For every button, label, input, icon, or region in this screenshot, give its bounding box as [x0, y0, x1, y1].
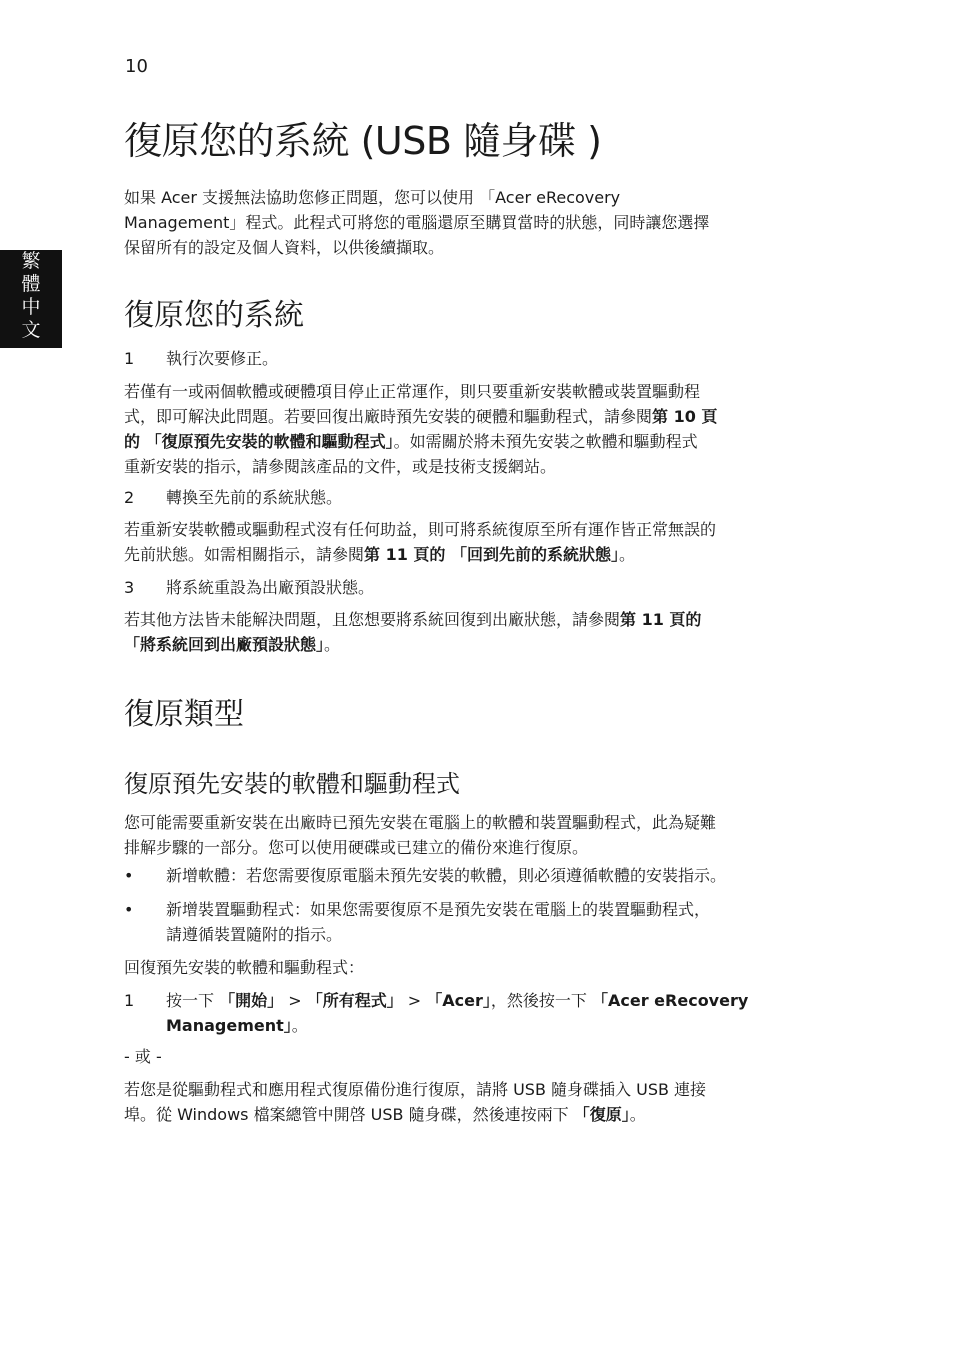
side-tab-char: 體: [21, 273, 41, 295]
text-line: 若僅有一或兩個軟體或硬體項目停止正常運作，則只要重新安裝軟體或裝置驅動程: [124, 382, 701, 401]
subsection-heading: 復原預先安裝的軟體和驅動程式: [124, 770, 460, 798]
text-line: 若重新安裝軟體或驅動程式沒有任何助益，則可將系統復原至所有運作皆正常無誤的: [124, 520, 717, 539]
text-run: 式，即可解決此問題。若要回復出廠時預先安裝的硬體和驅動程式，請參閱: [124, 407, 653, 426]
text-line: [166, 1013, 748, 1038]
menu-all-programs: 「所有程式」: [306, 991, 403, 1010]
text-line: [124, 1102, 812, 1127]
text-run: 。: [629, 1105, 646, 1124]
text-line: 請遵循裝置隨附的指示。: [166, 925, 343, 944]
page-reference: 第 11 頁的: [620, 610, 702, 629]
text-line: [124, 607, 812, 632]
bullet-symbol: •: [124, 866, 134, 885]
section-reference: 的 「復原預先安裝的軟體和驅動程式」: [124, 432, 394, 451]
section-reference: 第 11 頁的 「回到先前的系統狀態」: [364, 545, 619, 564]
text-line: - 或 -: [124, 1047, 162, 1066]
text-line: 新增裝置驅動程式：如果您需要復原不是預先安裝在電腦上的裝置驅動程式，: [166, 900, 711, 919]
page-reference: 第 10 頁: [652, 407, 718, 426]
text-run: 。如需關於將未預先安裝之軟體和驅動程式: [393, 432, 698, 451]
text-run: 按一下: [166, 991, 220, 1010]
text-run: ，然後按一下: [490, 991, 592, 1010]
step-number: 3: [124, 578, 135, 597]
text-run: 若其他方法皆未能解決問題，且您想要將系統回復到出廠狀態，請參閱: [124, 610, 621, 629]
text-line: 重新安裝的指示，請參閱該產品的文件，或是技術支援網站。: [124, 457, 557, 476]
bullet-text: [166, 897, 710, 947]
section-heading-restore-system: 復原您的系統: [124, 298, 304, 333]
section-reference: 「將系統回到出廠預設狀態」: [124, 635, 325, 654]
step-1-paragraph: [124, 379, 812, 479]
step-number: 1: [124, 991, 135, 1010]
text-run: 先前狀態。如需相關指示，請參閱: [124, 545, 365, 564]
menu-start: 「開始」: [219, 991, 284, 1010]
section-heading-recovery-types: 復原類型: [124, 697, 244, 732]
menu-erecovery-cont: Management」: [166, 1016, 292, 1035]
page-number: 10: [125, 56, 148, 77]
side-tab-char: 中: [21, 296, 41, 318]
menu-acer: 「Acer」: [426, 991, 491, 1010]
text-line: 如果 Acer 支援無法協助您修正問題，您可以使用 「Acer eRecovery: [124, 188, 621, 207]
text-run: >: [402, 991, 427, 1010]
final-paragraph: [124, 1077, 812, 1127]
text-line: [124, 632, 812, 657]
text-run: 埠。從 Windows 檔案總管中開啓 USB 隨身碟，然後連按兩下: [124, 1105, 574, 1124]
step-2-paragraph: [124, 517, 812, 567]
text-line: 您可能需要重新安裝在出廠時已預先安裝在電腦上的軟體和裝置驅動程式，此為疑難: [124, 813, 717, 832]
bullet-text: 新增軟體：若您需要復原電腦未預先安裝的軟體，則必須遵循軟體的安裝指示。: [166, 866, 727, 885]
text-line: 若您是從驅動程式和應用程式復原備份進行復原，請將 USB 隨身碟插入 USB 連接: [124, 1080, 707, 1099]
recovery-paragraph: [124, 810, 812, 860]
step-text: 將系統重設為出廠預設狀態。: [166, 578, 375, 597]
menu-erecovery: 「Acer eRecovery: [592, 991, 749, 1010]
step-number: 1: [124, 349, 135, 368]
bullet-symbol: •: [124, 900, 134, 919]
text-line: [166, 988, 748, 1013]
intro-paragraph: [124, 185, 812, 260]
step-text: 轉換至先前的系統狀態。: [166, 488, 343, 507]
text-line: 保留所有的設定及個人資料，以供後續擷取。: [124, 238, 445, 257]
side-tab-char: 文: [21, 319, 41, 341]
language-side-tab: [0, 250, 62, 348]
text-run: 。: [291, 1016, 308, 1035]
text-run: >: [283, 991, 307, 1010]
lead-text: [124, 955, 812, 980]
side-tab-char: 繁: [21, 250, 41, 272]
or-separator: [124, 1044, 812, 1069]
text-line: 回復預先安裝的軟體和驅動程式：: [124, 958, 365, 977]
text-line: [124, 404, 812, 429]
text-line: [124, 429, 812, 454]
text-line: 排解步驟的一部分。您可以使用硬碟或已建立的備份來進行復原。: [124, 838, 589, 857]
text-run: 。: [619, 545, 636, 564]
text-line: Management」程式。此程式可將您的電腦還原至購買當時的狀態，同時讓您選擇: [124, 213, 710, 232]
text-line: [124, 542, 812, 567]
page-title: 復原您的系統 (USB 隨身碟 ): [124, 119, 602, 163]
step-number: 2: [124, 488, 135, 507]
restore-reference: 「復原」: [573, 1105, 630, 1124]
text-run: 。: [324, 635, 341, 654]
step-text: [166, 988, 748, 1038]
step-3-paragraph: [124, 607, 812, 657]
step-text: 執行次要修正。: [166, 349, 279, 368]
